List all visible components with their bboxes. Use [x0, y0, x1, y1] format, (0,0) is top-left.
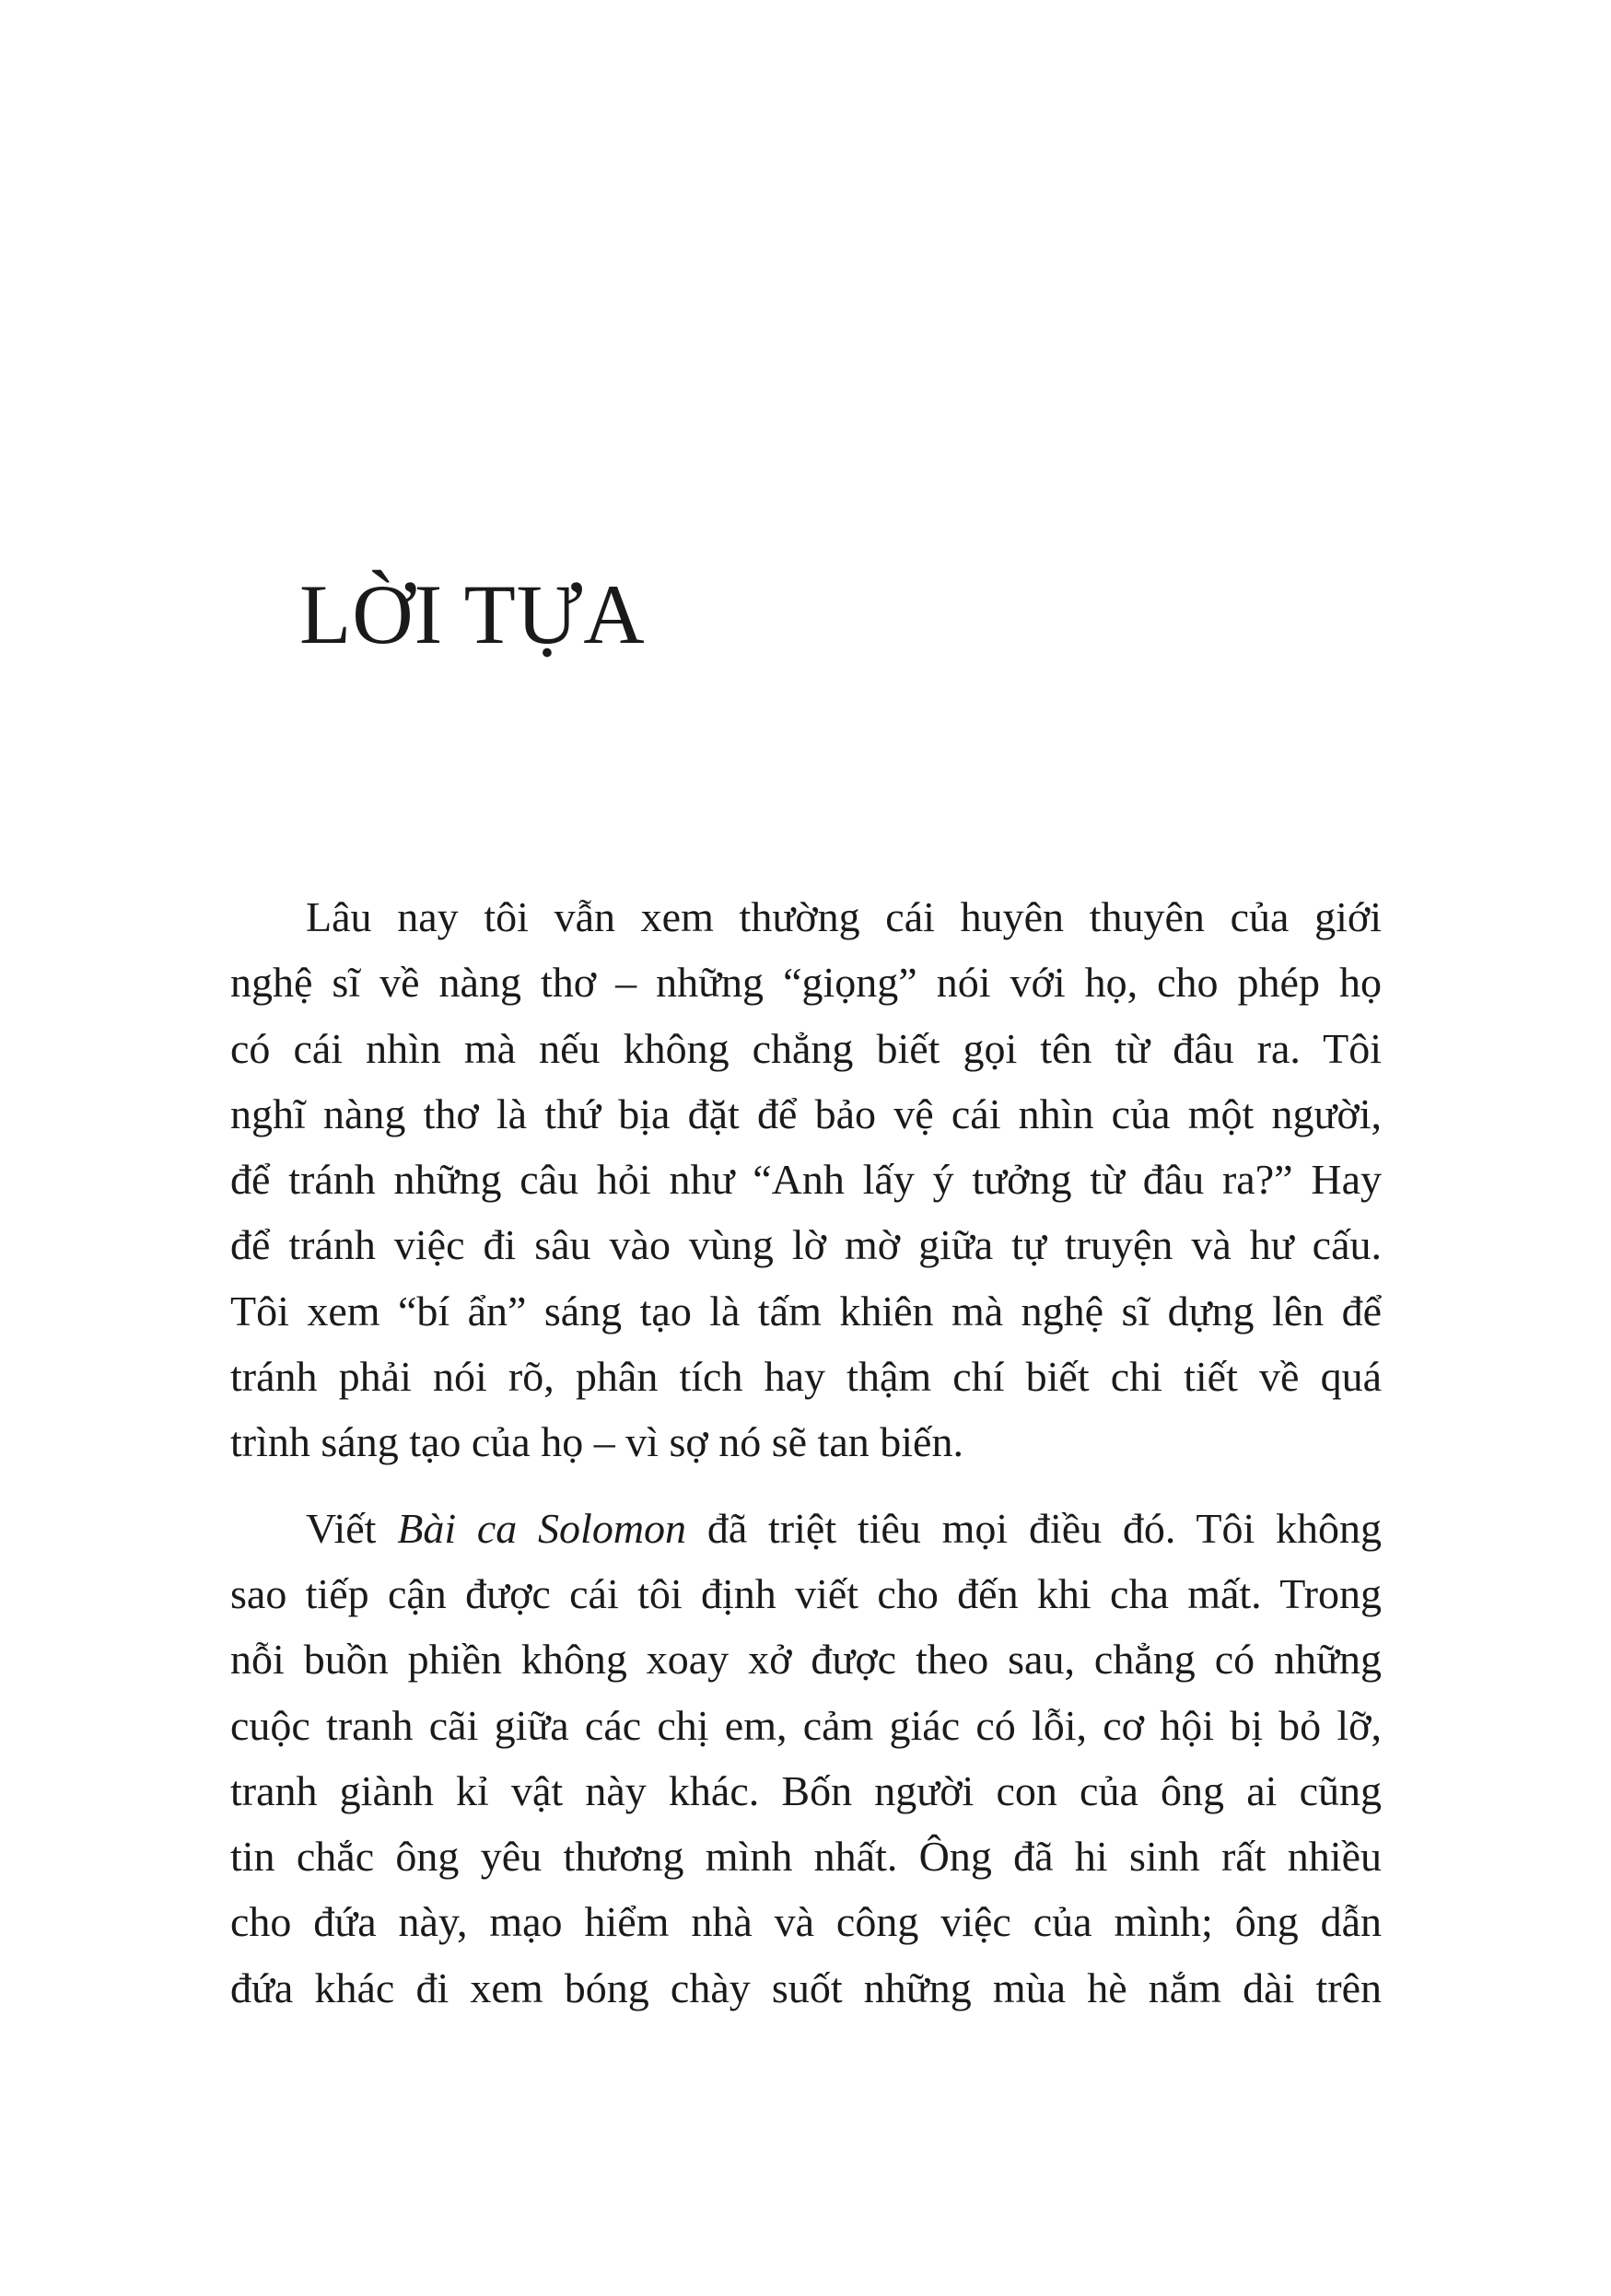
text-line: tranh giành kỉ vật này khác. Bốn người con của ông ai cũng — [230, 1766, 1382, 1814]
text-line: Lâu nay tôi vẫn xem thường cái huyên thuyên của giới — [306, 893, 1382, 940]
text-line: nỗi buồn phiền không xoay xở được theo sau, chẳng có những — [230, 1636, 1382, 1684]
text-line: tránh phải nói rõ, phân tích hay thậm chí biết chi tiết về quá — [230, 1353, 1382, 1401]
text-line: cho đứa này, mạo hiểm nhà và công việc của mình; ông dẫn — [230, 1898, 1382, 1946]
paragraph-1 — [230, 884, 1382, 1475]
text-line: sao tiếp cận được cái tôi định viết cho đến khi cha mất. Trong — [230, 1569, 1382, 1617]
text-line: cuộc tranh cãi giữa các chị em, cảm giác có lỗi, cơ hội bị bỏ lỡ, — [230, 1701, 1382, 1749]
text-line: đứa khác đi xem bóng chày suốt những mùa hè nắm dài trên — [230, 1964, 1382, 2011]
text-run: Viết — [306, 1504, 398, 1552]
body-text — [230, 884, 1382, 2041]
text-line: để tránh những câu hỏi như “Anh lấy ý tưởng từ đâu ra?” Hay — [230, 1156, 1382, 1204]
book-title-italic: Bài ca Solomon — [397, 1504, 687, 1552]
text-line: có cái nhìn mà nếu không chẳng biết gọi tên từ đâu ra. Tôi — [230, 1024, 1382, 1072]
text-line: để tránh việc đi sâu vào vùng lờ mờ giữa tự truyện và hư cấu. — [230, 1221, 1382, 1269]
text-line: nghệ sĩ về nàng thơ – những “giọng” nói với họ, cho phép họ — [230, 959, 1382, 1007]
chapter-title: LỜI TỰA — [299, 567, 646, 661]
text-line: Tôi xem “bí ẩn” sáng tạo là tấm khiên mà nghệ sĩ dựng lên để — [230, 1287, 1382, 1334]
paragraph-2 — [230, 1496, 1382, 2021]
text-line: trình sáng tạo của họ – vì sợ nó sẽ tan biến. — [230, 1418, 963, 1466]
text-run: đã triệt tiêu mọi điều đó. Tôi không — [686, 1504, 1383, 1552]
text-line: tin chắc ông yêu thương mình nhất. Ông đã hi sinh rất nhiều — [230, 1833, 1382, 1881]
text-line: nghĩ nàng thơ là thứ bịa đặt để bảo vệ cái nhìn của một người, — [230, 1090, 1382, 1137]
text-line — [230, 1496, 1382, 1561]
